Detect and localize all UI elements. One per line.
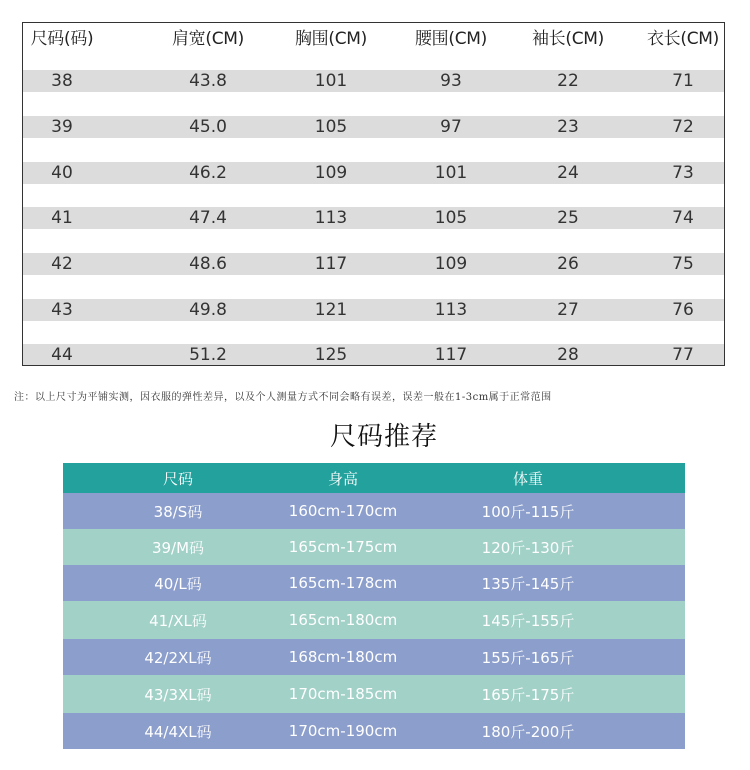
cell-size: 39/M码 [151, 538, 205, 557]
measurement-note: 注：以上尺寸为平铺实测，因衣服的弹性差异，以及个人测量方式不同会略有误差，误差一般在1-3cm属于正常范围 [14, 392, 552, 403]
cell-chest: 125 [314, 345, 348, 365]
cell-waist: 101 [434, 163, 468, 183]
cell-weight: 120斤-130斤 [481, 538, 575, 557]
cell-waist: 109 [434, 254, 468, 274]
table-row [23, 253, 724, 275]
cell-sleeve: 27 [557, 300, 579, 320]
recommendation-table [63, 463, 685, 749]
cell-chest: 121 [314, 300, 348, 320]
header-shoulder: 肩宽(CM) [171, 28, 244, 49]
cell-size: 38/S码 [153, 502, 203, 521]
header-length: 衣长(CM) [646, 28, 719, 49]
cell-size: 42/2XL码 [144, 648, 212, 667]
cell-height: 170cm-185cm [288, 685, 398, 703]
cell-chest: 109 [314, 163, 348, 183]
header-chest: 胸围(CM) [294, 28, 367, 49]
table-row [23, 299, 724, 321]
cell-weight: 135斤-145斤 [481, 574, 575, 593]
header-weight: 体重 [512, 469, 543, 488]
table-row [63, 639, 685, 675]
cell-sleeve: 26 [557, 254, 579, 274]
cell-length: 77 [672, 345, 694, 365]
cell-height: 165cm-180cm [288, 611, 398, 629]
table-row [23, 70, 724, 92]
cell-sleeve: 23 [557, 117, 579, 137]
header-size: 尺码 [162, 469, 193, 488]
cell-length: 73 [672, 163, 694, 183]
cell-size: 39 [51, 117, 73, 137]
header-waist: 腰围(CM) [414, 28, 487, 49]
cell-sleeve: 28 [557, 345, 579, 365]
cell-height: 170cm-190cm [288, 722, 398, 740]
cell-size: 41/XL码 [149, 611, 207, 630]
cell-weight: 180斤-200斤 [481, 722, 575, 741]
cell-length: 74 [672, 208, 694, 228]
cell-height: 160cm-170cm [288, 502, 398, 520]
cell-height: 165cm-175cm [288, 538, 398, 556]
cell-size: 42 [51, 254, 73, 274]
cell-sleeve: 24 [557, 163, 579, 183]
header-height: 身高 [327, 469, 358, 488]
cell-chest: 101 [314, 71, 348, 91]
table-row [23, 116, 724, 138]
header-size: 尺码(码) [30, 28, 94, 49]
cell-size: 41 [51, 208, 73, 228]
cell-size: 40/L码 [154, 574, 202, 593]
recommendation-header [63, 463, 685, 493]
cell-height: 165cm-178cm [288, 574, 398, 592]
cell-chest: 117 [314, 254, 348, 274]
table-row [63, 601, 685, 639]
table-row [23, 207, 724, 229]
size-table [22, 22, 725, 366]
cell-shoulder: 43.8 [189, 71, 227, 91]
table-row [63, 493, 685, 529]
cell-shoulder: 45.0 [189, 117, 227, 137]
cell-size: 38 [51, 71, 73, 91]
table-row [63, 529, 685, 565]
cell-waist: 93 [440, 71, 462, 91]
cell-chest: 113 [314, 208, 348, 228]
cell-length: 76 [672, 300, 694, 320]
cell-weight: 155斤-165斤 [481, 648, 575, 667]
cell-waist: 105 [434, 208, 468, 228]
cell-size: 44/4XL码 [144, 722, 212, 741]
table-row [63, 565, 685, 601]
cell-sleeve: 25 [557, 208, 579, 228]
cell-size: 43 [51, 300, 73, 320]
cell-size: 44 [51, 345, 73, 365]
cell-weight: 145斤-155斤 [481, 611, 575, 630]
size-table-header [23, 23, 724, 49]
cell-weight: 100斤-115斤 [481, 502, 575, 521]
cell-shoulder: 46.2 [189, 163, 227, 183]
cell-length: 71 [672, 71, 694, 91]
cell-chest: 105 [314, 117, 348, 137]
cell-size: 43/3XL码 [144, 685, 212, 704]
cell-shoulder: 49.8 [189, 300, 227, 320]
cell-size: 40 [51, 163, 73, 183]
table-row [63, 713, 685, 749]
header-sleeve: 袖长(CM) [531, 28, 604, 49]
table-row [23, 162, 724, 184]
table-row [63, 675, 685, 713]
recommendation-title: 尺码推荐 [329, 422, 438, 452]
cell-waist: 117 [434, 345, 468, 365]
cell-shoulder: 47.4 [189, 208, 227, 228]
table-row [23, 344, 724, 366]
cell-shoulder: 51.2 [189, 345, 227, 365]
cell-sleeve: 22 [557, 71, 579, 91]
cell-height: 168cm-180cm [288, 648, 398, 666]
cell-length: 75 [672, 254, 694, 274]
cell-shoulder: 48.6 [189, 254, 227, 274]
cell-length: 72 [672, 117, 694, 137]
cell-waist: 113 [434, 300, 468, 320]
cell-weight: 165斤-175斤 [481, 685, 575, 704]
cell-waist: 97 [440, 117, 462, 137]
